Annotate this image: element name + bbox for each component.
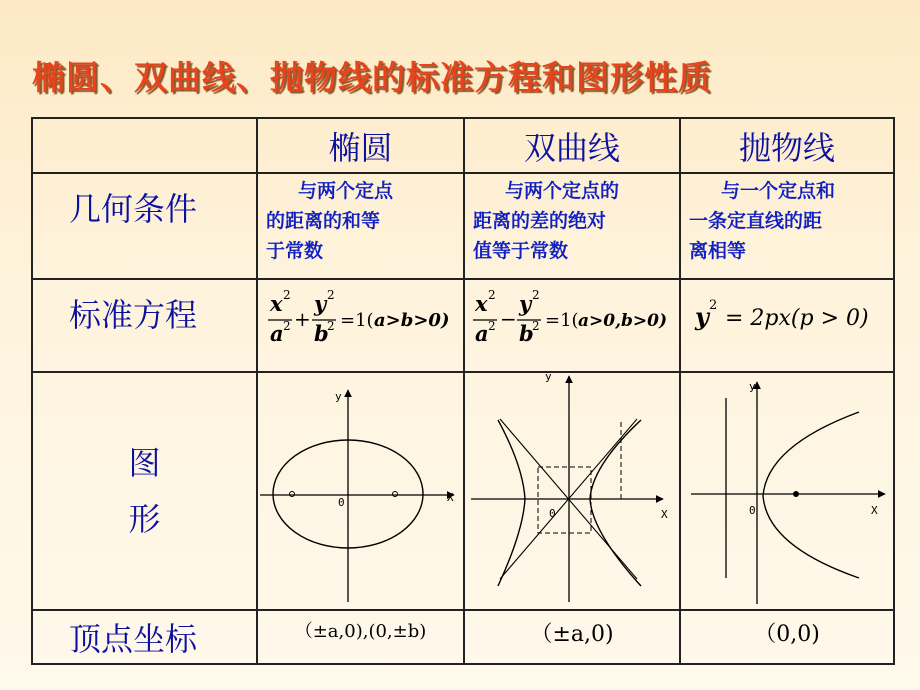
eq-p-exp: 2	[709, 298, 718, 313]
vertex-row	[32, 610, 894, 664]
parabola-graph	[681, 374, 893, 608]
condition-hyperbola-line2: 距离的差的绝对	[473, 210, 607, 232]
ellipse-focus-right	[393, 492, 398, 497]
ellipse-equation-svg	[258, 281, 463, 370]
figure-parabola	[680, 372, 894, 610]
eq-e-plus: +	[294, 307, 311, 331]
vertex-label: 顶点坐标	[32, 610, 257, 664]
vertex-parabola	[680, 610, 894, 664]
figure-label-line1: 图	[128, 444, 161, 482]
equation-parabola	[680, 279, 894, 372]
hyperbola-origin-label: 0	[549, 507, 556, 520]
ellipse-origin-label: 0	[338, 496, 345, 509]
figure-hyperbola	[464, 372, 680, 610]
parabola-focus	[793, 491, 799, 497]
eq-h-num-x-exp: 2	[488, 288, 496, 302]
ellipse-graph	[258, 374, 463, 608]
condition-parabola-line2: 一条定直线的距	[689, 210, 823, 232]
vertex-ellipse-value: （±a,0),(0,±b)	[294, 621, 427, 642]
parabola-equation-svg	[681, 281, 893, 370]
equation-hyperbola	[464, 279, 680, 372]
condition-label: 几何条件	[32, 173, 257, 279]
header-ellipse: 椭圆	[257, 118, 464, 173]
figure-label-line2: 形	[128, 500, 161, 538]
ellipse-x-label: X	[447, 491, 454, 504]
conic-properties-table	[31, 117, 895, 665]
condition-parabola-line3: 离相等	[689, 240, 747, 262]
eq-h-num-y-exp: 2	[532, 288, 540, 302]
eq-e-num-y: y	[314, 291, 327, 316]
vertex-hyperbola-value: （±a,0)	[530, 622, 614, 647]
hyperbola-auxiliary-rect	[538, 467, 591, 533]
parabola-curve	[763, 412, 859, 578]
figure-ellipse	[257, 372, 464, 610]
ellipse-focus-left	[290, 492, 295, 497]
page-title: 椭圆、双曲线、抛物线的标准方程和图形性质	[32, 58, 712, 97]
hyperbola-equation-svg	[465, 281, 679, 370]
parabola-y-label: y	[749, 380, 756, 393]
condition-row	[32, 173, 894, 279]
vertex-hyperbola	[464, 610, 680, 664]
eq-h-num-y: y	[519, 291, 532, 316]
figure-label	[32, 372, 257, 610]
condition-ellipse-line2: 的距离的和等	[266, 210, 381, 232]
equation-row	[32, 279, 894, 372]
header-row	[32, 118, 894, 173]
eq-p-rhs: = 2px(p > 0)	[725, 306, 869, 331]
parabola-x-label: X	[871, 504, 878, 517]
hyperbola-x-label: X	[661, 508, 668, 521]
condition-ellipse	[257, 173, 464, 279]
eq-h-cond: a>0,b>0)	[578, 311, 668, 331]
hyperbola-left-branch	[498, 420, 525, 586]
hyperbola-graph	[465, 374, 679, 608]
header-parabola: 抛物线	[680, 118, 894, 173]
eq-h-minus: −	[500, 307, 517, 331]
corner-cell	[32, 118, 257, 173]
equation-label: 标准方程	[32, 279, 257, 372]
eq-e-den-a-exp: 2	[283, 319, 291, 333]
figure-row	[32, 372, 894, 610]
eq-h-num-x: x	[475, 291, 488, 316]
eq-h-den-b: b	[519, 321, 534, 346]
condition-ellipse-line1: 与两个定点	[298, 180, 394, 202]
header-hyperbola: 双曲线	[464, 118, 680, 173]
eq-e-num-x-exp: 2	[283, 288, 291, 302]
condition-parabola-line1: 与一个定点和	[721, 180, 836, 202]
eq-e-rhs: =1(	[340, 310, 374, 331]
eq-p-lhs: y	[695, 302, 709, 331]
condition-ellipse-line3: 于常数	[266, 240, 324, 262]
condition-hyperbola-line3: 值等于常数	[473, 240, 569, 262]
condition-hyperbola-line1: 与两个定点的	[505, 180, 620, 202]
eq-e-num-y-exp: 2	[327, 288, 335, 302]
ellipse-y-label: y	[335, 390, 342, 403]
hyperbola-y-label: y	[545, 374, 552, 383]
eq-h-den-b-exp: 2	[532, 319, 540, 333]
eq-e-num-x: x	[270, 291, 283, 316]
eq-h-den-a-exp: 2	[488, 319, 496, 333]
condition-hyperbola	[464, 173, 680, 279]
condition-parabola	[680, 173, 894, 279]
eq-e-den-b: b	[314, 321, 329, 346]
parabola-origin-label: 0	[749, 504, 756, 517]
eq-e-den-a: a	[270, 321, 284, 346]
vertex-ellipse	[257, 610, 464, 664]
eq-e-cond: a>b>0)	[374, 310, 450, 331]
eq-h-den-a: a	[475, 321, 489, 346]
vertex-parabola-value: （0,0)	[754, 622, 820, 647]
eq-h-rhs: =1(	[545, 310, 579, 331]
eq-e-den-b-exp: 2	[327, 319, 335, 333]
equation-ellipse	[257, 279, 464, 372]
